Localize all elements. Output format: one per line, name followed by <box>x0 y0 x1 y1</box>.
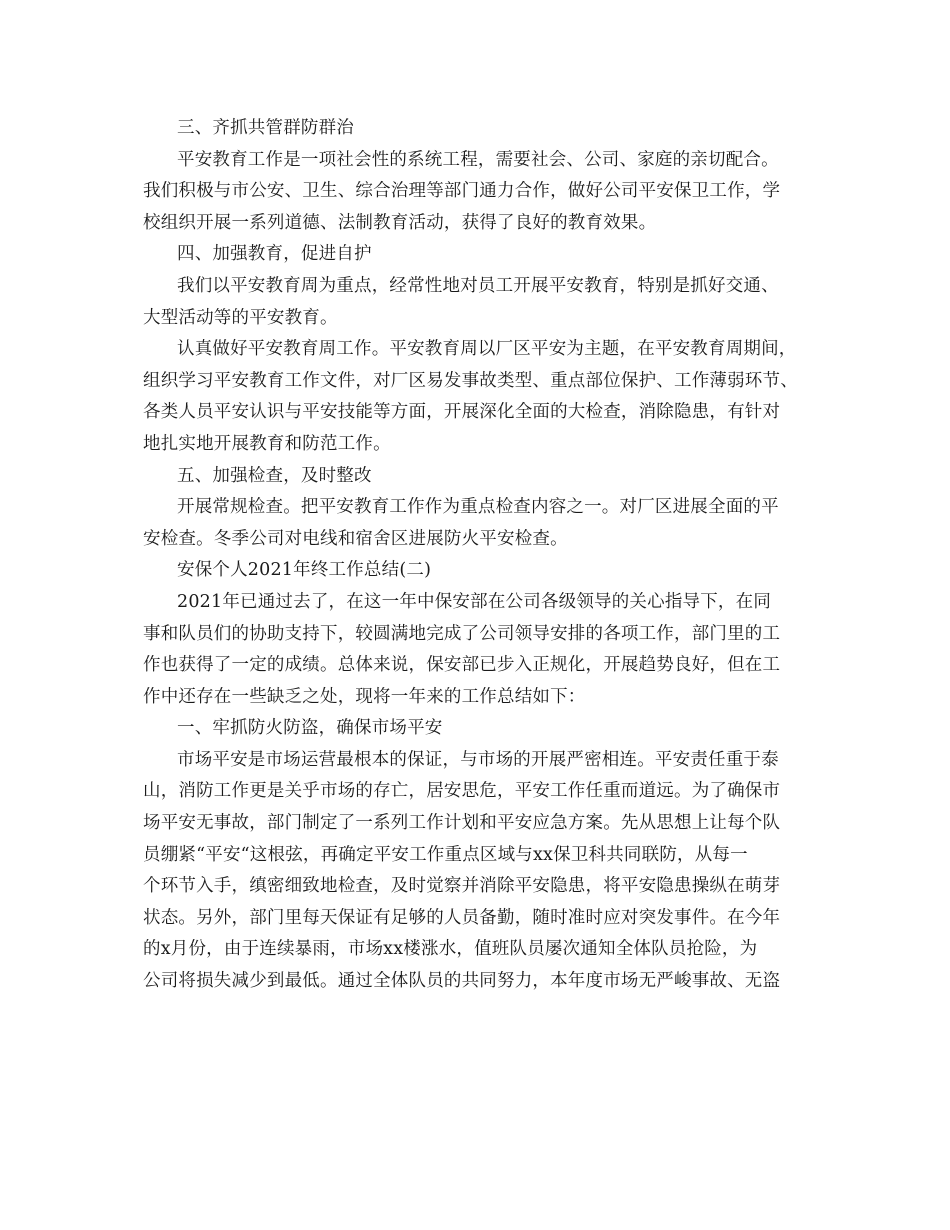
paragraph-line: 我们积极与市公安、卫生、综合治理等部门通力合作，做好公司平安保卫工作，学 <box>143 181 781 202</box>
paragraph-line: 校组织开展一系列道德、法制教育活动，获得了良好的教育效果。 <box>143 212 657 233</box>
document-subtitle: 安保个人2021年终工作总结(二) <box>177 560 432 581</box>
paragraph-line: 我们以平安教育周为重点，经常性地对员工开展平安教育，特别是抓好交通、 <box>177 275 779 296</box>
document-body <box>143 113 818 998</box>
paragraph-line: 公司将损失减少到最低。通过全体队员的共同努力，本年度市场无严峻事故、无盗 <box>143 971 781 992</box>
section-heading-1: 一、牢抓防火防盗，确保市场平安 <box>177 718 443 739</box>
paragraph-line: 大型活动等的平安教育。 <box>143 307 338 328</box>
paragraph-line: 场平安无事故，部门制定了一系列工作计划和平安应急方案。先从思想上让每个队 <box>143 813 781 834</box>
paragraph-line: 的x月份，由于连续暴雨，市场xx楼涨水，值班队员屡次通知全体队员抢险，为 <box>143 939 758 960</box>
section-heading-3: 三、齐抓共管群防群治 <box>177 118 354 138</box>
paragraph-line: 安检查。冬季公司对电线和宿舍区进展防火平安检查。 <box>143 528 568 549</box>
section-heading-4: 四、加强教育，促进自护 <box>177 244 372 265</box>
paragraph-line: 山，消防工作更是关乎市场的存亡，居安思危，平安工作任重而道远。为了确保市 <box>143 781 781 802</box>
paragraph-line: 认真做好平安教育周工作。平安教育周以厂区平安为主题，在平安教育周期间， <box>177 339 797 360</box>
paragraph-line: 市场平安是市场运营最根本的保证，与市场的开展严密相连。平安责任重于泰 <box>177 749 779 770</box>
paragraph-line: 平安教育工作是一项社会性的系统工程，需要社会、公司、家庭的亲切配合。 <box>177 149 779 170</box>
paragraph-line: 状态。另外，部门里每天保证有足够的人员备勤，随时准时应对突发事件。在今年 <box>143 907 781 928</box>
paragraph-line: 作中还存在一些缺乏之处，现将一年来的工作总结如下： <box>143 686 586 707</box>
paragraph-line: 事和队员们的协助支持下，较圆满地完成了公司领导安排的各项工作，部门里的工 <box>143 623 781 644</box>
paragraph-line: 组织学习平安教育工作文件，对厂区易发事故类型、重点部位保护、工作薄弱环节、 <box>143 370 798 391</box>
paragraph-line: 开展常规检查。把平安教育工作作为重点检查内容之一。对厂区进展全面的平 <box>177 497 779 518</box>
paragraph-line: 2021年已通过去了，在这一年中保安部在公司各级领导的关心指导下，在同 <box>177 591 772 612</box>
paragraph-line: 作也获得了一定的成绩。总体来说，保安部已步入正规化，开展趋势良好，但在工 <box>143 655 781 676</box>
paragraph-line: 地扎实地开展教育和防范工作。 <box>143 433 391 454</box>
section-heading-5: 五、加强检查，及时整改 <box>177 465 372 486</box>
paragraph-line: 各类人员平安认识与平安技能等方面，开展深化全面的大检查，消除隐患，有针对 <box>143 402 781 423</box>
paragraph-line: 个环节入手，缜密细致地检查，及时觉察并消除平安隐患，将平安隐患操纵在萌芽 <box>143 876 781 897</box>
paragraph-line: 员绷紧“平安“这根弦，再确定平安工作重点区域与xx保卫科共同联防，从每一 <box>143 844 748 865</box>
